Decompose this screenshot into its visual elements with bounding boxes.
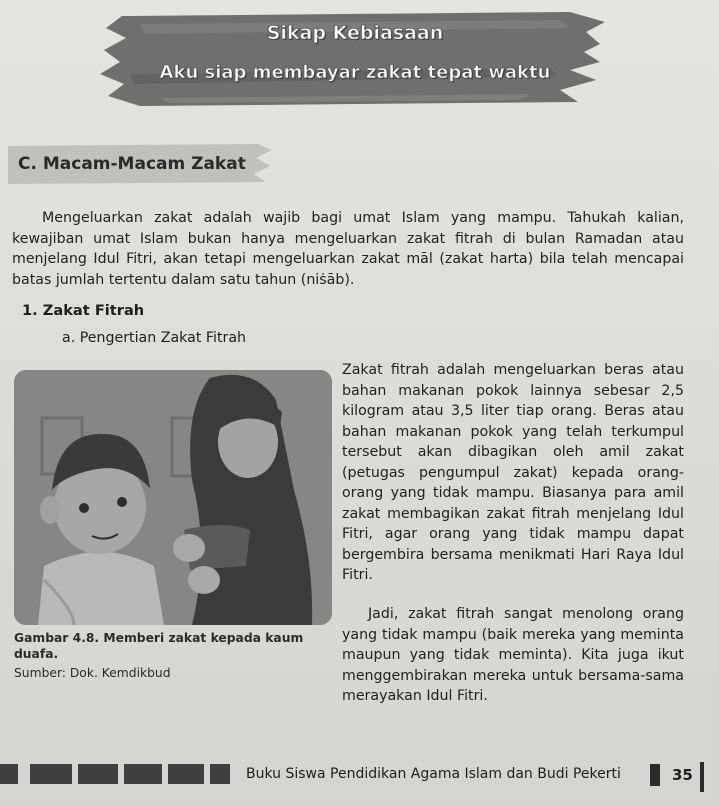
page-number: 35 (672, 766, 693, 784)
footer-divider-line (700, 762, 704, 792)
footer-bar (168, 764, 204, 784)
footer-bar (0, 764, 18, 784)
figure-source: Sumber: Dok. Kemdikbud (14, 666, 171, 680)
subheading-zakat-fitrah: 1. Zakat Fitrah (22, 302, 145, 319)
footer-bar (30, 764, 72, 784)
summary-paragraph: Jadi, zakat fitrah sangat menolong orang yang tidak mampu (baik mereka yang meminta maupun yang tidak meminta). Kita juga ikut menggembirakan mereka untuk bersama-sama merayakan Idul Fitri. (342, 606, 684, 704)
zakat-giving-image (14, 370, 332, 625)
section-heading (8, 144, 274, 184)
intro-paragraph: Mengeluarkan zakat adalah wajib bagi umat Islam yang mampu. Tahukah kalian, kewajiban umat Islam bukan hanya mengeluarkan zakat fitrah di bulan Ramadan atau menjelang Idul Fitri, akan tetapi mengeluarkan zakat māl (zakat harta) bila telah mencapai batas jumlah tertentu dalam satu tahun (niṡāb). (12, 210, 684, 288)
banner-title: Sikap Kebiasaan (266, 22, 444, 44)
brush-stroke-background (100, 4, 610, 110)
book-title: Buku Siswa Pendidikan Agama Islam dan Budi Pekerti (246, 766, 621, 782)
subheading-definition: a. Pengertian Zakat Fitrah (62, 330, 247, 346)
definition-paragraph: Zakat fitrah adalah mengeluarkan beras atau bahan makanan pokok lainnya sebesar 2,5 kilogram atau 3,5 liter tiap orang. Beras atau bahan makanan pokok yang telah terkumpul tersebut akan dibagikan oleh amil zakat (petugas pengumpul zakat) kepada orang-orang yang tidak mampu. Biasanya para amil zakat membagikan zakat fitrah menjelang Idul Fitri, agar orang yang tidak mampu dapat bergembira bersama menikmati Hari Raya Idul Fitri. (342, 362, 684, 583)
habit-banner (100, 4, 610, 110)
section-title: C. Macam-Macam Zakat (18, 154, 246, 174)
banner-subtitle: Aku siap membayar zakat tepat waktu (159, 62, 551, 83)
footer-bar (124, 764, 162, 784)
footer-bar (210, 764, 230, 784)
zakat-illustration (14, 370, 332, 625)
footer-bar (78, 764, 118, 784)
footer-divider-block (650, 764, 660, 786)
figure-caption: Gambar 4.8. Memberi zakat kepada kaum duafa. (14, 631, 304, 661)
